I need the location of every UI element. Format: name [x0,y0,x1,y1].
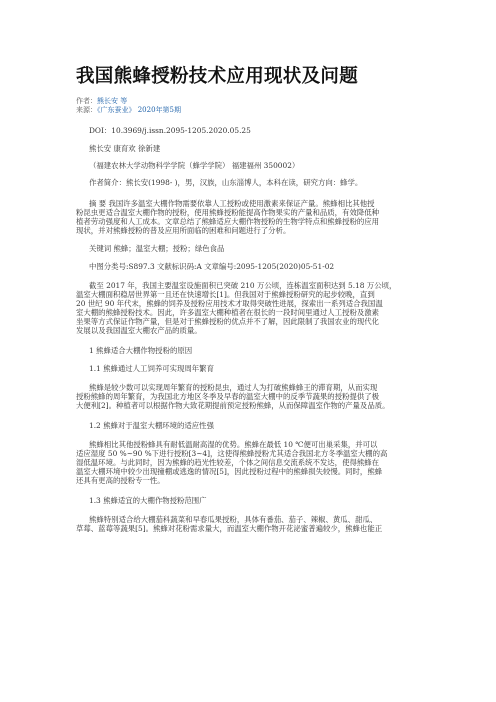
body-line: 授粉熊蜂的周年繁育，为我国北方地区冬季及早春的温室大棚中的反季节蔬果的授粉提供了极 [76,392,380,401]
body-line: 大便利[2]。种植者可以根据作物大致花期提前预定授粉熊蜂，从而保障温室作物的产量及品质。 [76,401,390,410]
body-line: 熊蜂相比其他授粉蜂具有耐低温耐高湿的优势。熊蜂在最低 10 ℃便可出巢采集，并可以 [89,440,378,449]
intro-line: 室大棚的熊蜂授粉技术。因此，许多温室大棚种植者在很长的一段时间里通过人工授粉及激素 [76,308,380,317]
affiliation: （福建农林大学动物科学学院（蜂学学院） 福建福州 350002） [89,161,300,170]
body-line: 草莓、蓝莓等蔬果[5]。熊蜂对花粉需求量大，而温室大棚作物开花泌蜜普遍较少，熊蜂也能正 [76,524,383,533]
abstract-line: 植者劳动强度和人工成本。文章总结了熊蜂适应大棚作物授粉的生物学特点和熊蜂授粉的应用 [76,217,380,226]
abstract-line: 摘 要 我国许多温室大棚作物需要依靠人工授粉或使用激素来保证产量。熊蜂相比其他授 [89,199,375,208]
source-label: 来源： [76,106,97,114]
keywords: 关键词 熊蜂；温室大棚；授粉；绿色食品 [89,244,225,253]
body-line: 熊蜂特别适合给大棚茄科蔬菜和早春瓜果授粉，具体有番茄、茄子、辣椒、黄瓜、甜瓜、 [89,515,378,524]
intro-line: 截至 2017 年，我国主要温室设施面积已突破 210 万公顷，连栋温室面积达到 5.18 万公顷， [89,281,397,290]
article-title: 我国熊蜂授粉技术应用现状及问题 [76,66,359,87]
section-heading-1-3: 1.3 熊蜂适宜的大棚作物授粉范围广 [89,496,207,505]
body-line: 熊蜂是较少数可以实现周年繁育的授粉昆虫，通过人为打破熊蜂蜂王的滞育期，从而实现 [89,383,378,392]
author-value[interactable]: 熊长安 等 [97,97,128,105]
section-heading-1: 1 熊蜂适合大棚作物授粉的原因 [89,346,193,355]
doi: DOI：10.3969/j.issn.2095-1205.2020.05.25 [89,126,251,135]
section-heading-1-2: 1.2 熊蜂对于温室大棚环境的适应性强 [89,421,214,430]
body-line: 湿低温环境。与此同时，因为熊蜂的趋光性较差，个体之间信息交流系统不发达，使得熊蜂在 [76,458,380,467]
body-line: 适应湿度 50 %~90 %下进行授粉[3~4]，这使得熊蜂授粉尤其适合我国北方冬季温室大棚的高 [76,449,388,458]
intro-line: 坐果等方式保证作物产量，但是对于熊蜂授粉的优点并不了解，因此限制了我国农业的现代化 [76,317,380,326]
intro-line: 温室大棚面积稳居世界第一且还在快速增长[1]。但我国对于熊蜂授粉研究的起步较晚，直到 [76,290,375,299]
intro-line: 发展以及我国温室大棚农产品的质量。 [76,326,202,335]
author-bio: 作者简介：熊长安(1998- )，男，汉族，山东淄博人，本科在读，研究方向：蜂学。 [89,178,363,187]
source-value[interactable]: 《广东蚕业》 2020年第5期 [97,106,181,114]
author-label: 作者： [76,97,97,105]
body-line: 温室大棚环境中较少出现撞棚或逃逸的情况[5]，因此授粉过程中的熊蜂损失较慢。同时，熊蜂 [76,467,383,476]
abstract-line: 粉昆虫更适合温室大棚作物的授粉，使用熊蜂授粉能提高作物果实的产量和品质，有效降低种 [76,208,380,217]
source-line [76,105,181,115]
body-line: 还具有更高的授粉专一性。 [76,476,165,485]
abstract-line: 现状，并对熊蜂授粉的普及应用所面临的困难和问题进行了分析。 [76,226,291,235]
classification-line: 中图分类号:S897.3 文献标识码:A 文章编号:2095-1205(2020)05-51-02 [89,262,335,271]
intro-line: 20 世纪 90 年代末，熊蜂的饲养及授粉应用技术才取得突破性进展，探索出一系列适合我国温 [76,299,383,308]
section-heading-1-1: 1.1 熊蜂通过人工饲养可实现周年繁育 [89,364,214,373]
authors-line: 熊长安 康育欢 徐新建 [89,144,161,153]
